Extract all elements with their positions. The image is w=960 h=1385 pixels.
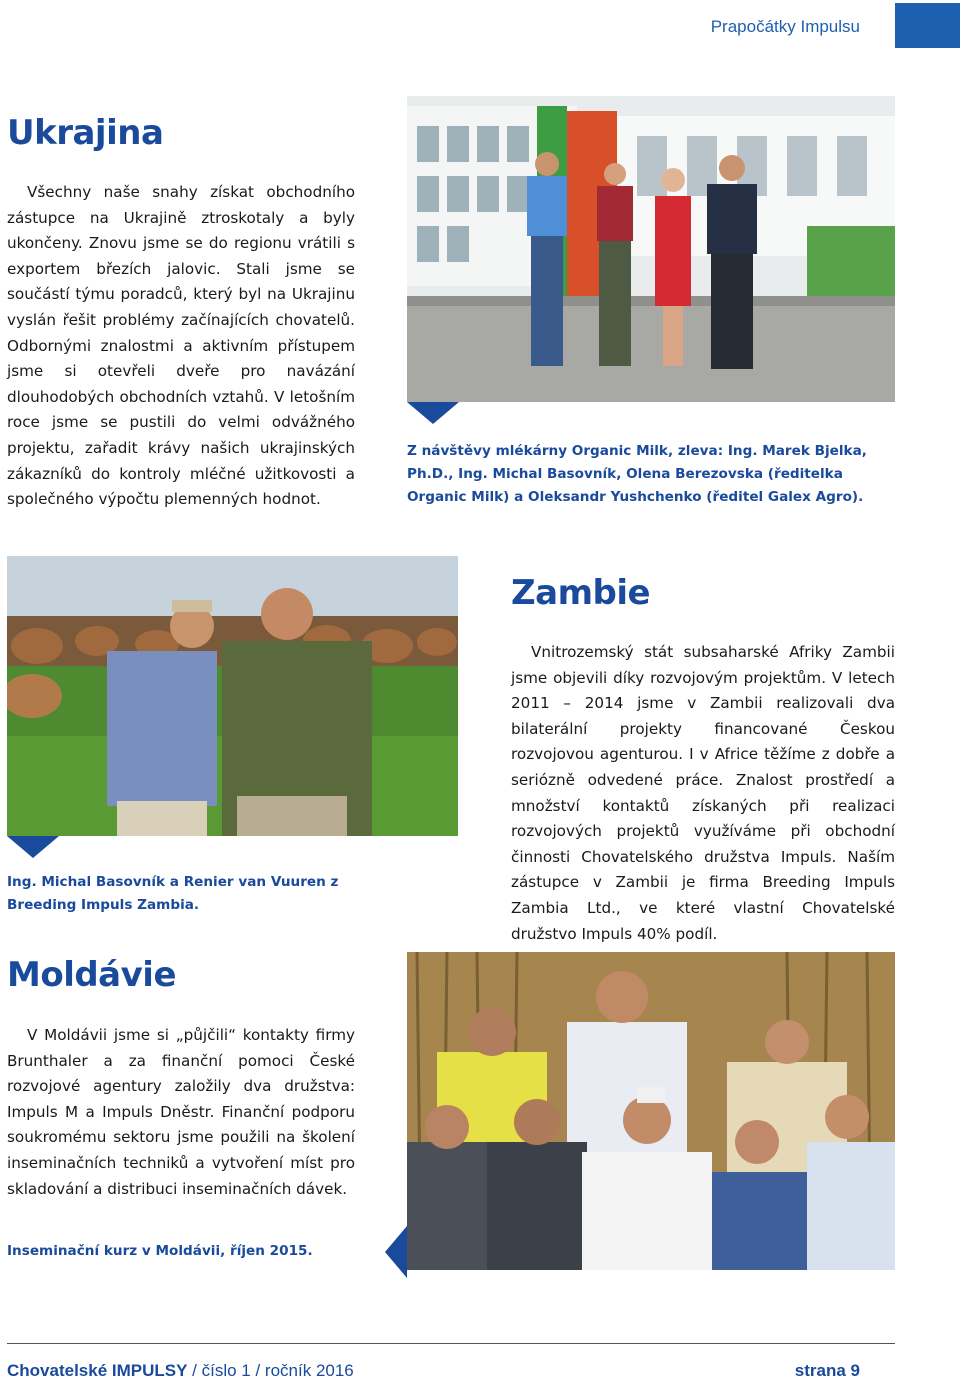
paragraph-moldavie-text: V Moldávii jsme si „půjčili“ kontakty firmy Brunthaler a za finanční pomoci České rozvojové agentury založily dva družstva: Impuls M a Impuls Dněstr. Finanční podporu soukromému sektoru jsme použili na školení inseminačních techniků a vytvoření míst pro skladování a distribuci inseminačních dávek. bbox=[7, 1026, 355, 1198]
paragraph-zambie bbox=[511, 640, 895, 947]
paragraph-moldavie bbox=[7, 1023, 355, 1202]
caption-zambie: Ing. Michal Basovník a Renier van Vuuren z Breeding Impuls Zambia. bbox=[7, 874, 339, 913]
heading-zambie: Zambie bbox=[511, 573, 651, 613]
caption-pointer-moldavie bbox=[385, 1226, 407, 1278]
footer-magazine-name: Chovatelské IMPULSY bbox=[7, 1361, 188, 1380]
caption-pointer-ukrajina bbox=[407, 402, 459, 424]
section-title: Prapočátky Impulsu bbox=[710, 17, 860, 36]
heading-moldavie: Moldávie bbox=[7, 955, 177, 995]
paragraph-ukrajina bbox=[7, 180, 355, 513]
header-accent-block bbox=[895, 3, 960, 48]
footer-divider bbox=[7, 1343, 895, 1344]
page-number: strana 9 bbox=[794, 1361, 860, 1380]
photo-moldova-course bbox=[407, 952, 895, 1270]
caption-moldavie: Inseminační kurz v Moldávii, říjen 2015. bbox=[7, 1243, 313, 1259]
footer-publication bbox=[7, 1361, 354, 1381]
caption-ukrajina: Z návštěvy mlékárny Organic Milk, zleva: Ing. Marek Bjelka, Ph.D., Ing. Michal Basovník, Olena Berezovska (ředitelka Organic Milk) a Oleksandr Yushchenko (ředitel Galex Agro). bbox=[407, 443, 867, 505]
caption-pointer-zambie bbox=[7, 836, 59, 858]
heading-ukrajina: Ukrajina bbox=[7, 113, 164, 153]
photo-organic-milk-visit bbox=[407, 96, 895, 402]
photo-zambia bbox=[7, 556, 458, 836]
paragraph-ukrajina-text: Všechny naše snahy získat obchodního zástupce na Ukrajině ztroskotaly a byly ukončeny. Znovu jsme se do regionu vrátili s exportem březích jalovic. Stali jsme se součástí týmu poradců, který byl na Ukrajinu vyslán řešit problémy začínajících chovatelů. Odbornými znalostmi a aktivním přístupem jsme si otevřeli dveře pro navázání dlouhodobých obchodních vztahů. V letošním roce jsme se pustili do velmi odvážného projektu, zařadit krávy našich ukrajinských zákazníků do kontroly mléčné užitkovosti a společného výpočtu plemenných hodnot. bbox=[7, 183, 355, 509]
footer-issue: / číslo 1 / ročník 2016 bbox=[187, 1361, 354, 1380]
paragraph-zambie-text: Vnitrozemský stát subsaharské Afriky Zambii jsme objevili díky rozvojovým projektům. V letech 2011 – 2014 jsme v Zambii realizovali dva bilaterální projekty financované Českou rozvojovou agenturou. I v Africe těžíme z dobře a seriózně odvedené práce. Znalost prostředí a množství kontaktů získaných při realizaci rozvojových projektů využíváme při obchodní činnosti Chovatelského družstva Impuls. Naším zástupce v Zambii je firma Breeding Impuls Zambia Ltd., ve které vlastní Chovatelské družstvo Impuls 40% podíl. bbox=[511, 643, 895, 943]
